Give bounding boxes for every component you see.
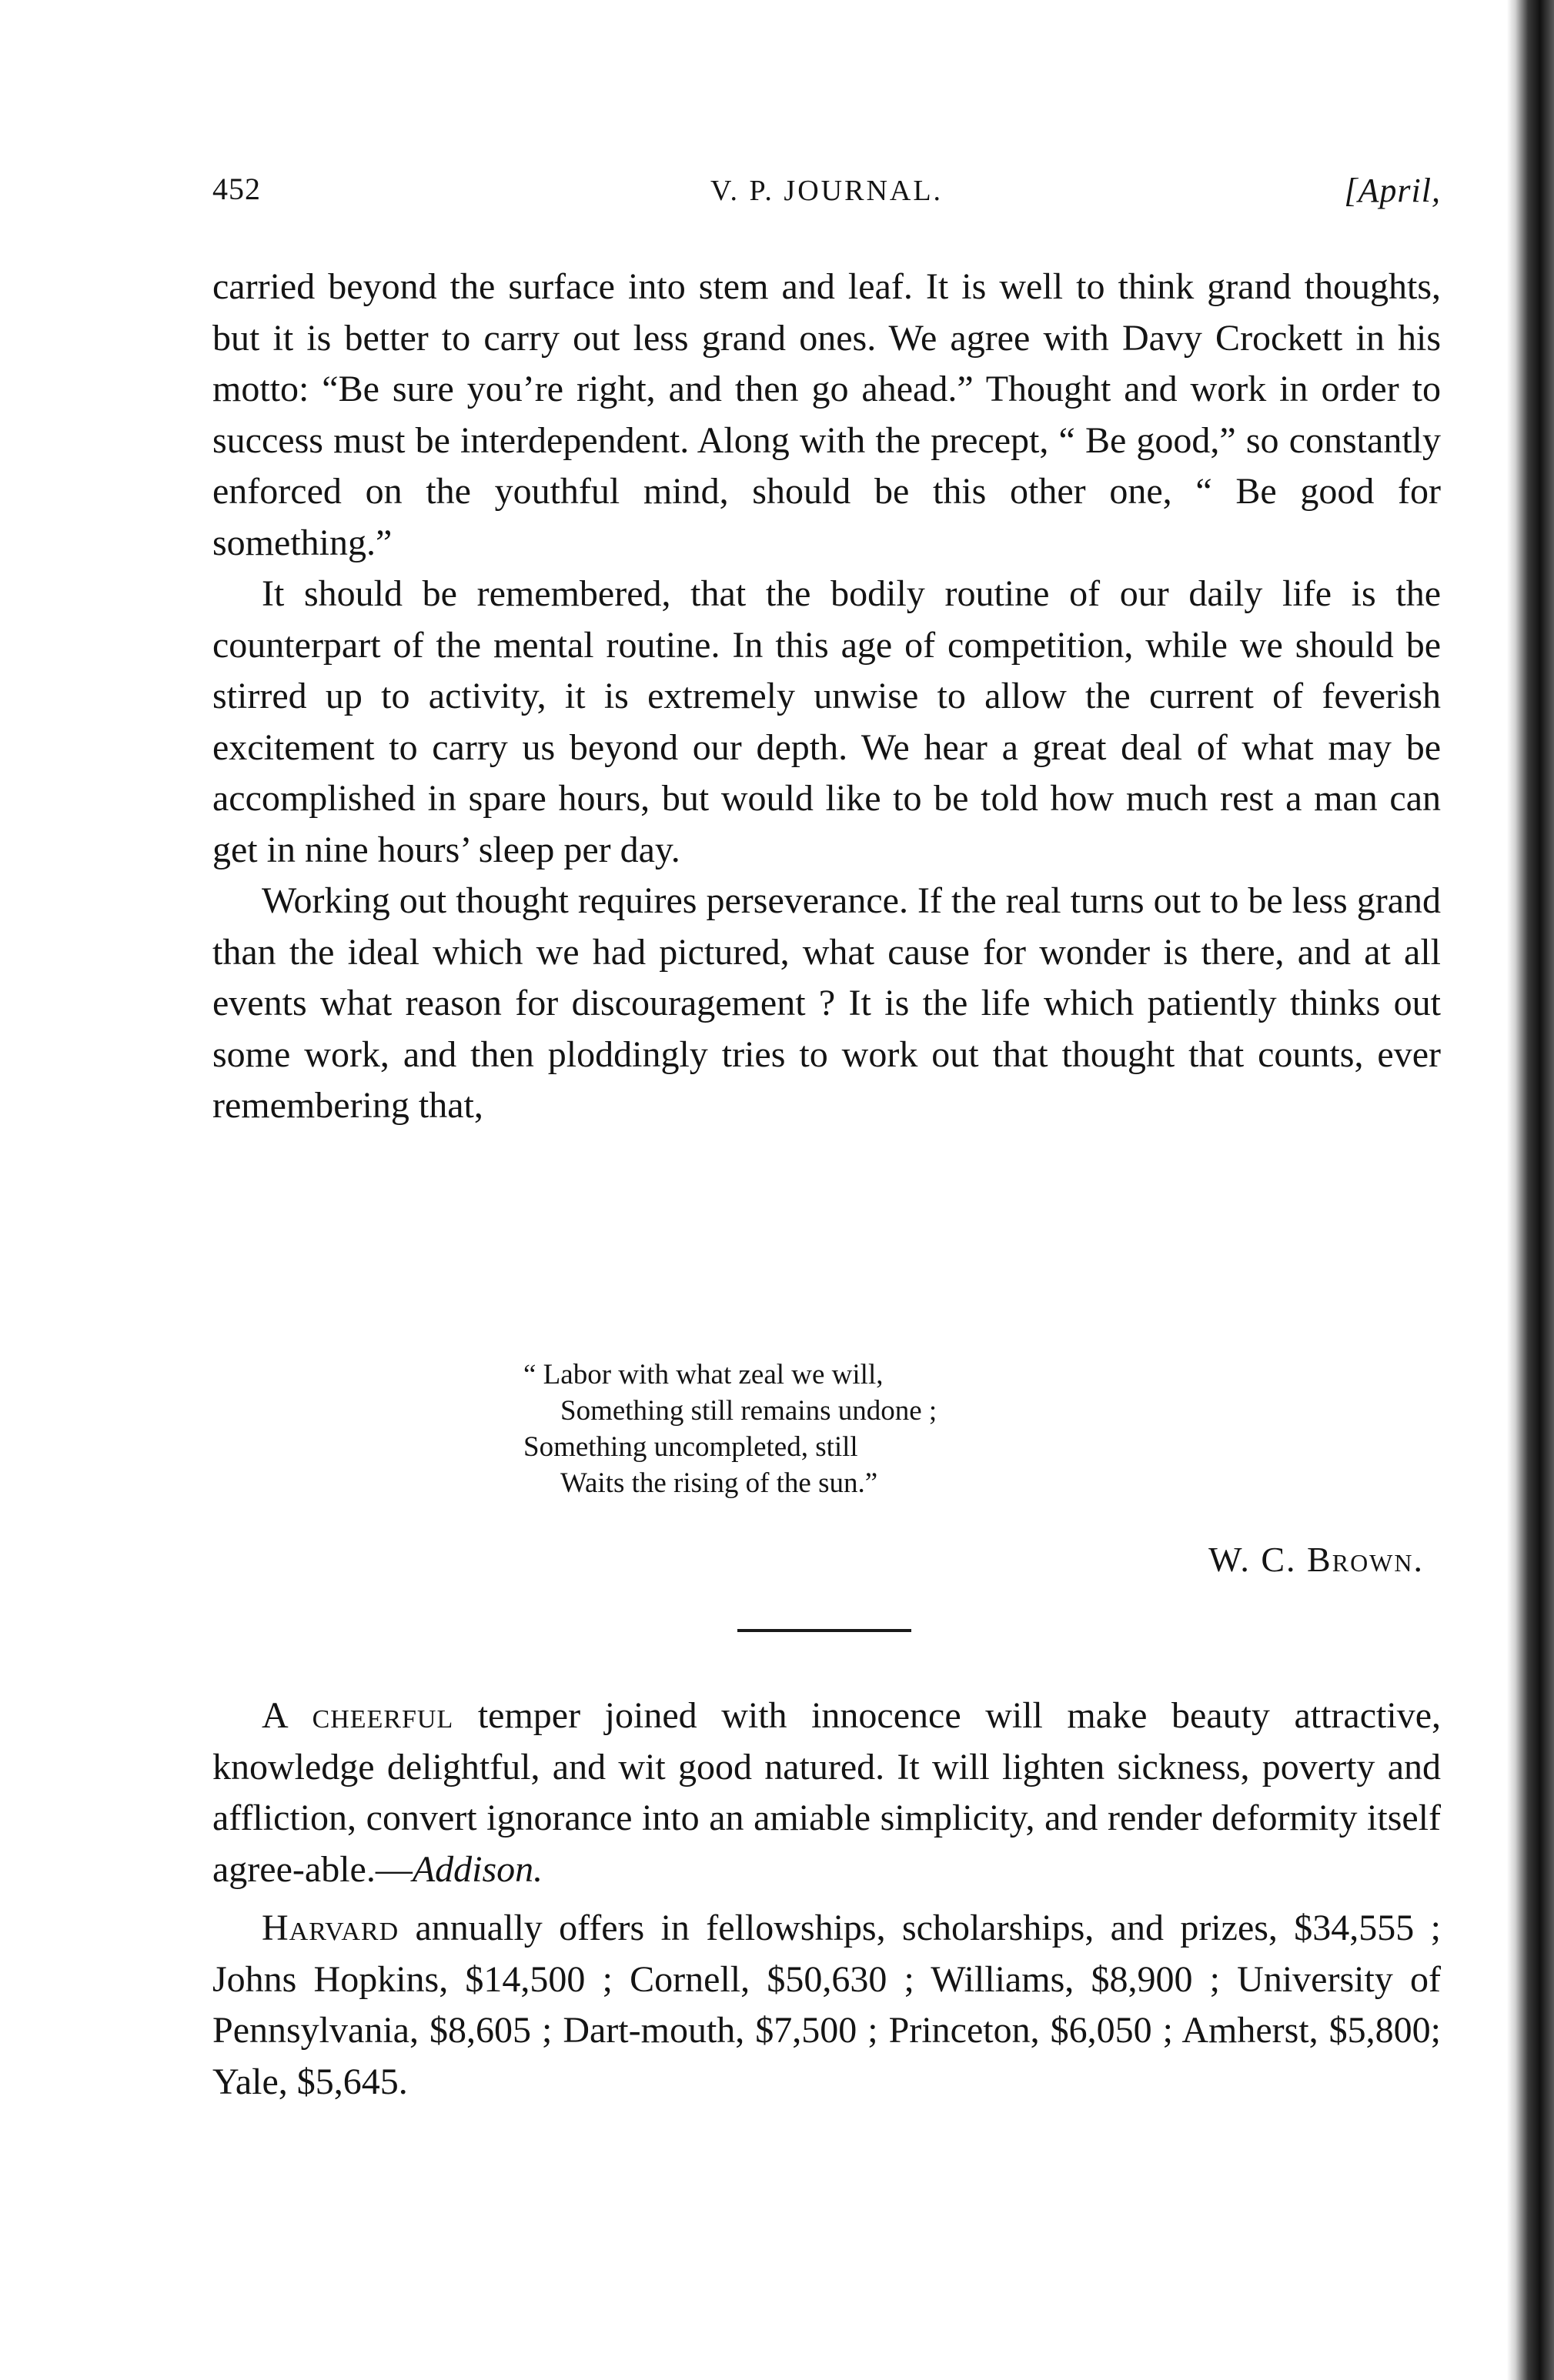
harvard-text: annually offers in fellowships, scholarships, and prizes, $34,555 ; Johns Hopkins, $14,500 ; Cornell, $50,630 ; Williams, $8,900 ; University of Pennsylvania, $8,605 ; Dart-mouth, $7,500 ; Princeton, $6,050 ; Amherst, $5,800; Yale, $5,645. xyxy=(212,1908,1441,2102)
fillers-section xyxy=(212,1691,1441,2108)
running-header xyxy=(212,171,1441,217)
paragraph-routine: It should be remembered, that the bodily routine of our daily life is the counterpart of the mental routine. In this age of competition, while we should be stirred up to activity, it is extremely unwise to allow the current of feverish excitement to carry us beyond our depth. We hear a great deal of what may be accomplished in spare hours, but would like to be told how much rest a man can get in nine hours’ sleep per day. xyxy=(212,573,1441,870)
section-divider xyxy=(737,1629,911,1632)
article-body xyxy=(212,262,1441,1132)
verse-line: “ Labor with what zeal we will, xyxy=(523,1359,884,1390)
page-number: 452 xyxy=(212,172,261,206)
addison-text: temper joined with innocence will make beauty attractive, knowledge delightful, and wit good natured. It will lighten sickness, poverty and affliction, convert ignorance into an amiable simplicity, and render deformity itself agree-able.— xyxy=(212,1695,1441,1890)
paragraph-addison xyxy=(212,1691,1441,1895)
journal-title: V. P. JOURNAL. xyxy=(710,175,944,207)
lead-words: A cheerful xyxy=(262,1695,454,1736)
verse-line: Waits the rising of the sun.” xyxy=(560,1467,878,1499)
paragraph-perseverance: Working out thought requires perseverance. If the real turns out to be less grand than the ideal which we had pictured, what cause for wonder is there, and at all events what reason for discouragement ? It is the life which patiently thinks out some work, and then ploddingly tries to work out that thought that counts, ever remembering that, xyxy=(212,880,1441,1126)
verse-quotation xyxy=(523,1357,1139,1501)
verse-line: Something still remains undone ; xyxy=(560,1395,937,1427)
paragraph-continuation: carried beyond the surface into stem and leaf. It is well to think grand thoughts, but it is better to carry out less grand ones. We agree with Davy Crockett in his motto: “Be sure you’re right, and then go ahead.” Thought and work in order to success must be interdependent. Along with the precept, “ Be good,” so constantly enforced on the youthful mind, should be this other one, “ Be good for something.” xyxy=(212,266,1441,563)
attribution: Addison. xyxy=(412,1848,543,1890)
page-binding-edge xyxy=(1507,0,1554,2380)
lead-words: Harvard xyxy=(262,1908,399,1948)
author-signature: W. C. Brown. xyxy=(1208,1540,1424,1579)
header-month: [April, xyxy=(1344,172,1441,209)
verse-line: Something uncompleted, still xyxy=(523,1431,858,1463)
paragraph-harvard xyxy=(212,1903,1441,2108)
